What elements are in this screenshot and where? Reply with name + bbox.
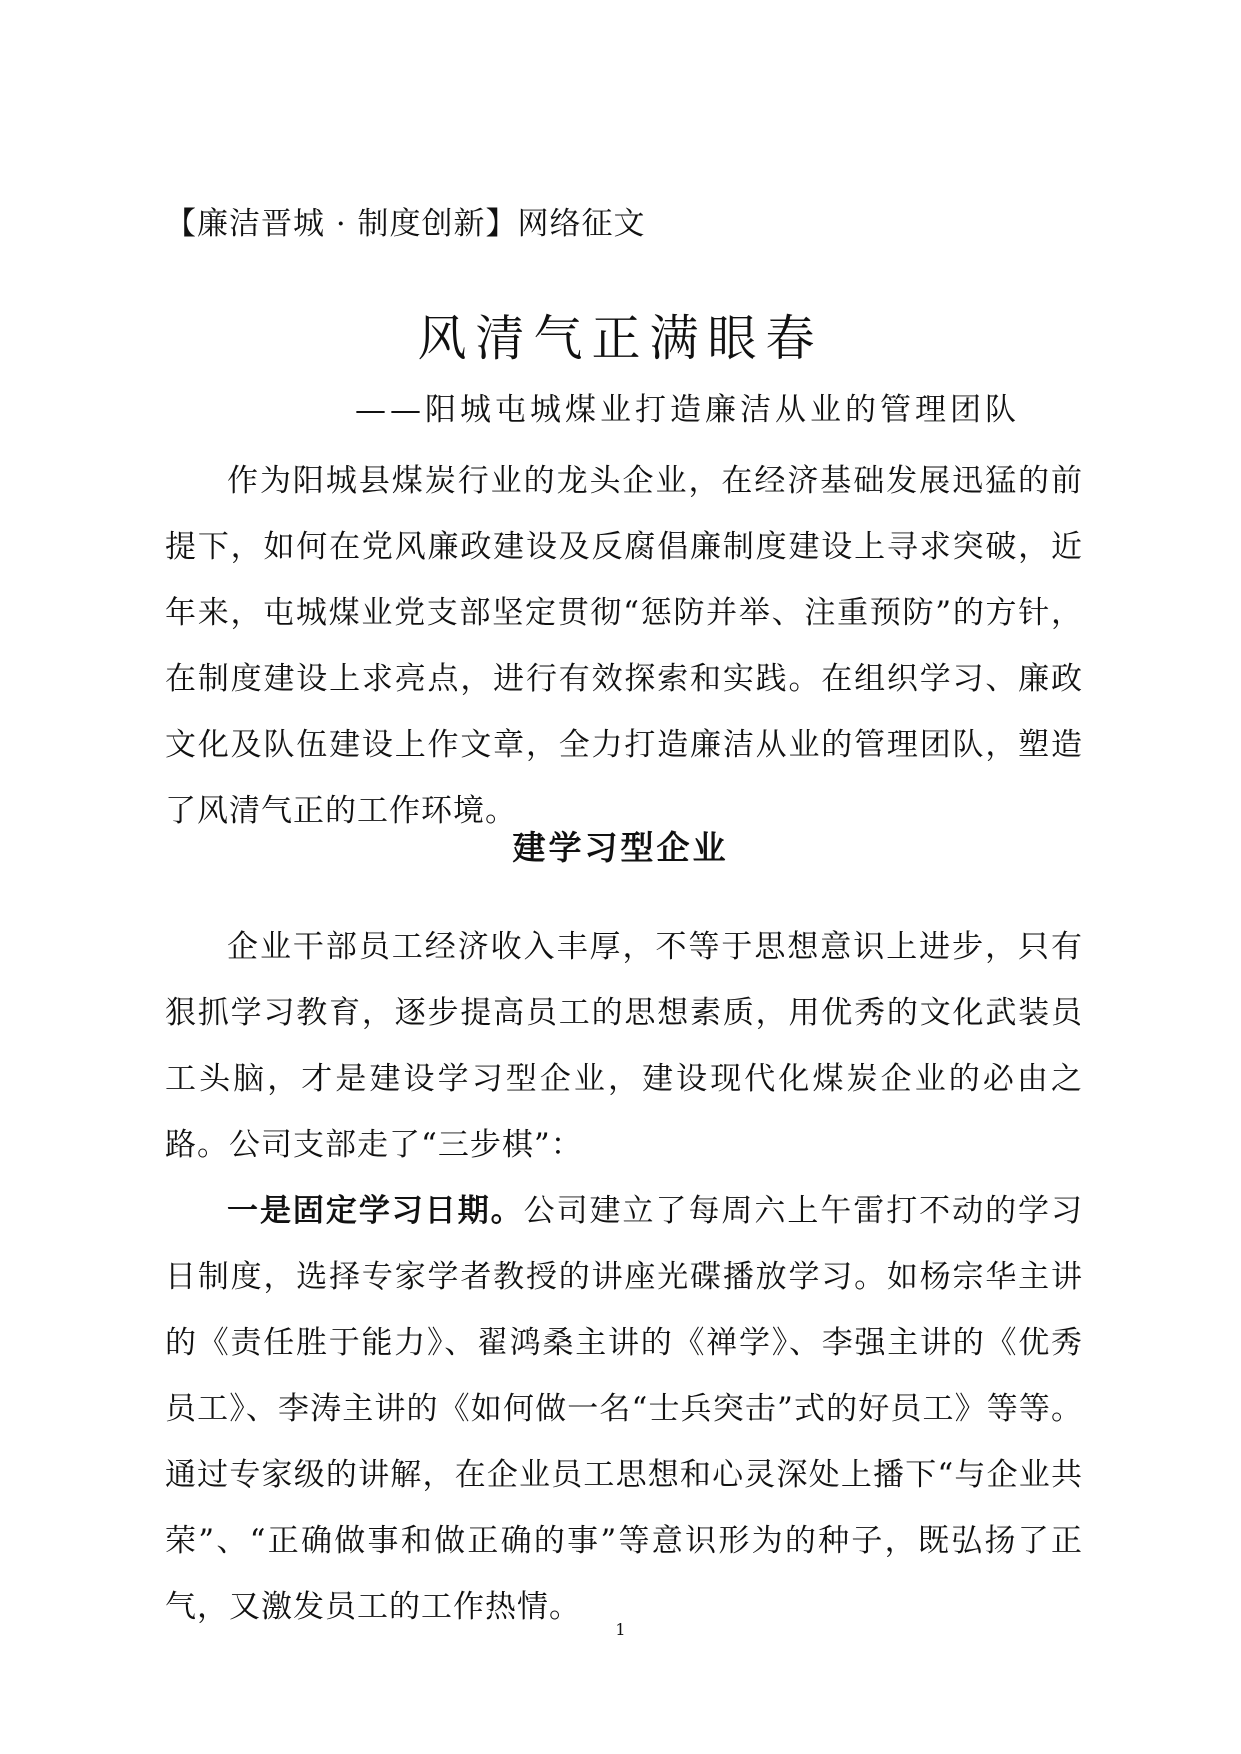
- point-one-lead: 一是固定学习日期。: [227, 1193, 524, 1229]
- header-tag: 【廉洁晋城 · 制度创新】网络征文: [165, 206, 646, 242]
- intro-paragraph: 作为阳城县煤炭行业的龙头企业，在经济基础发展迅猛的前提下，如何在党风廉政建设及反腐倡廉制度建设上寻求突破，近年来，屯城煤业党支部坚定贯彻“惩防并举、注重预防”的方针，在制度建设上求亮点，进行有效探索和实践。在组织学习、廉政文化及队伍建设上作文章，全力打造廉洁从业的管理团队，塑造了风清气正的工作环境。: [165, 463, 1083, 829]
- section-heading: 建学习型企业: [512, 828, 729, 867]
- point-one-body: 公司建立了每周六上午雷打不动的学习日制度，选择专家学者教授的讲座光碟播放学习。如杨宗华主讲的《责任胜于能力》、翟鸿桑主讲的《禅学》、李强主讲的《优秀员工》、李涛主讲的《如何做一名“士兵突击”式的好员工》等等。通过专家级的讲解，在企业员工思想和心灵深处上播下“与企业共荣”、“正确做事和做正确的事”等意识形为的种子，既弘扬了正气，又激发员工的工作热情。: [165, 1193, 1083, 1625]
- page-subtitle: ——阳城屯城煤业打造廉洁从业的管理团队: [355, 392, 1020, 428]
- page-title: 风清气正满眼春: [417, 310, 824, 367]
- point-one-paragraph: [165, 1178, 1083, 1640]
- section-paragraph: 企业干部员工经济收入丰厚，不等于思想意识上进步，只有狠抓学习教育，逐步提高员工的思想素质，用优秀的文化武装员工头脑，才是建设学习型企业，建设现代化煤炭企业的必由之路。公司支部走了“三步棋”：: [165, 929, 1083, 1163]
- page-number: 1: [615, 1620, 626, 1639]
